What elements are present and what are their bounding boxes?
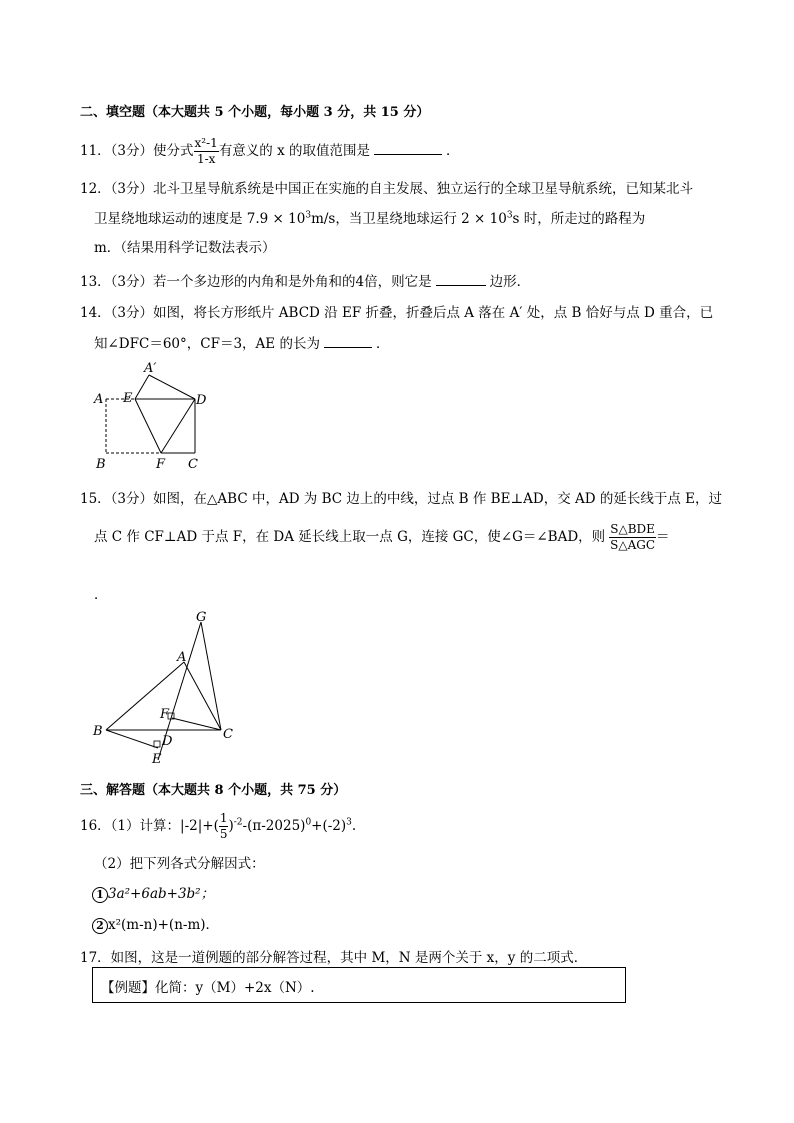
- q15-frac-numerator: S△BDE: [610, 522, 655, 536]
- q15-label-e: E: [152, 752, 162, 767]
- q16-expr-a: 16．（1）计算：|-2|+(: [80, 818, 219, 834]
- q14-label-b: B: [96, 457, 106, 472]
- q15-fraction: [609, 522, 656, 553]
- q14-figure: [88, 360, 218, 475]
- section-2-title: 二、填空题（本大题共 5 个小题，每小题 3 分，共 15 分）: [80, 105, 430, 120]
- q15-label-f: F: [160, 707, 170, 722]
- q11-fraction: [194, 136, 219, 167]
- q12-line-3-text: m．（结果用科学记数法表示）: [94, 240, 276, 256]
- q11-frac-numerator: x²-1: [194, 136, 218, 150]
- q15-label-c: C: [223, 727, 233, 742]
- q16-exp-2: 0: [305, 817, 312, 828]
- q16-exp-1: -2: [233, 817, 243, 828]
- q15-label-g: G: [196, 610, 207, 625]
- q15-figure: [88, 605, 248, 770]
- q16-expr-b: ): [228, 818, 234, 834]
- q15-label-a: A: [177, 650, 187, 665]
- q15-line-1: 15．（3分）如图，在△ABC 中，AD 为 BC 边上的中线，过点 B 作 BE⊥AD，交 AD 的延长线于点 E，过: [80, 491, 723, 507]
- q16-part-2: （2）把下列各式分解因式：: [94, 856, 265, 872]
- q14-line-2: [94, 332, 389, 352]
- q15-label-d: D: [162, 734, 173, 749]
- q16-item-1-marker: 1: [92, 887, 108, 903]
- q17-text: 17．如图，这是一道例题的部分解答过程，其中 M，N 是两个关于 x，y 的二项式．: [80, 950, 588, 966]
- q16-exp-3: 3: [346, 817, 352, 828]
- section-3-title: 三、解答题（本大题共 8 个小题，共 75 分）: [80, 783, 347, 798]
- q14-end: ．: [375, 336, 390, 352]
- q16-item-2-marker: 2: [92, 918, 108, 934]
- q14-line-1: 14．（3分）如图，将长方形纸片 ABCD 沿 EF 折叠，折叠后点 A 落在 A′ 处，点 B 恰好与点 D 重合，已: [80, 305, 714, 321]
- q16-expr-d: +(-2): [311, 818, 347, 834]
- q16-frac-denominator: 5: [219, 827, 228, 841]
- q16-item-2-text: x²(m-n)+(n-m)．: [108, 917, 220, 933]
- q12-line-3: [94, 236, 276, 256]
- q12-time: m/s，当卫星绕地球运行 2 × 10: [311, 211, 507, 227]
- q14-answer-blank[interactable]: [324, 347, 372, 348]
- q17-example-box: [92, 967, 626, 1003]
- q11-end: ．: [446, 143, 460, 159]
- question-11: [80, 136, 460, 167]
- q16-item-1: [92, 882, 214, 903]
- q17-example-text: 【例题】化简：y（M）+2x（N）.: [101, 980, 315, 996]
- q15-line-2: [94, 522, 670, 553]
- q11-prefix: 11．（3分）使分式: [80, 143, 194, 159]
- q15-line-2-text: 点 C 作 CF⊥AD 于点 F，在 DA 延长线上取一点 G，连接 GC，使∠G＝∠BAD，则: [94, 529, 606, 545]
- q14-label-a: A: [94, 392, 104, 407]
- q16-part-1: [80, 811, 356, 842]
- q16-expr-e: .: [351, 818, 357, 834]
- q16-item-1-text: 3a²+6ab+3b²；: [108, 886, 215, 902]
- q14-label-c: C: [188, 457, 198, 472]
- q13-end: 边形．: [489, 274, 531, 290]
- q16-expr-c: -(π-2025): [242, 818, 306, 834]
- q15-label-b: B: [93, 724, 103, 739]
- q14-label-a-prime: A′: [144, 361, 157, 376]
- q15-line-3: [94, 583, 108, 603]
- q12-speed: 卫星绕地球运动的速度是 7.9 × 10: [94, 211, 306, 227]
- q15-frac-denominator: S△AGC: [610, 538, 656, 552]
- q13-answer-blank[interactable]: [436, 285, 486, 286]
- q11-answer-blank[interactable]: [374, 154, 442, 155]
- q12-line-2: [94, 207, 645, 227]
- q16-frac-numerator: 1: [219, 811, 228, 825]
- q14-label-e: E: [123, 391, 133, 406]
- q12-exp-1: 3: [305, 210, 312, 221]
- question-13: [80, 270, 530, 290]
- q14-label-f: F: [156, 457, 166, 472]
- q11-after: 有意义的 x 的取值范围是: [218, 143, 371, 159]
- q12-line-1: 12．（3分）北斗卫星导航系统是中国正在实施的自主发展、独立运行的全球卫星导航系统，已知某北斗: [80, 181, 694, 197]
- q12-distance: s 时，所走过的路程为: [512, 211, 646, 227]
- q16-item-2: [92, 913, 219, 934]
- q14-line-2-text: 知∠DFC＝60°，CF＝3，AE 的长为: [94, 336, 320, 352]
- q15-equals: ＝: [656, 529, 670, 545]
- q15-end: ．: [94, 587, 108, 603]
- q11-frac-denominator: 1-x: [196, 152, 216, 166]
- q12-exp-2: 3: [506, 210, 513, 221]
- q14-label-d: D: [196, 393, 207, 408]
- q13-text: 13．（3分）若一个多边形的内角和是外角和的4倍，则它是: [80, 274, 432, 290]
